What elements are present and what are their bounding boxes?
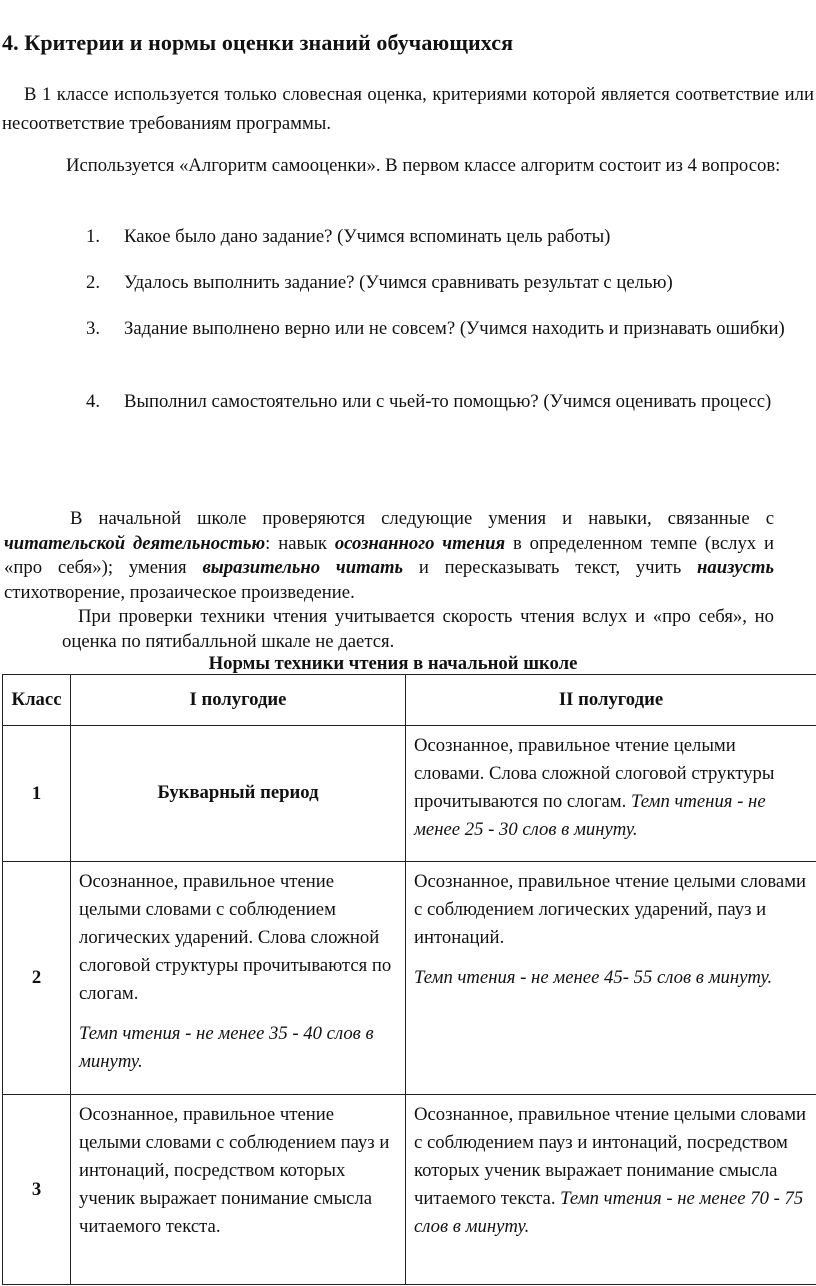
list-text: Удалось выполнить задание? (Учимся сравнивать результат с целью) xyxy=(124,272,673,293)
emphasis-run: осознанного чтения xyxy=(334,532,506,554)
paragraph-verbal-assessment: В 1 классе используется только словесная оценка, критериями которой является соответствие или несоответствие требованиям программы. xyxy=(2,84,814,134)
list-text: Задание выполнено верно или не совсем? (Учимся находить и признавать ошибки) xyxy=(124,318,785,339)
paragraph-reading-speed: При проверки техники чтения учитывается скорость чтения вслух и «про себя», но оценка по пятибалльной шкале не дается. xyxy=(62,606,774,652)
grade-cell: 1 xyxy=(3,726,71,862)
list-number: 2. xyxy=(85,272,100,293)
paragraph-reading-skills xyxy=(4,507,774,605)
list-number: 4. xyxy=(85,391,100,412)
text-run: : навык xyxy=(265,532,335,554)
list-item xyxy=(62,269,814,297)
list-item xyxy=(62,223,814,251)
text-run: стихотворение, прозаическое произведение. xyxy=(4,581,355,603)
norm-text: Осознанное, правильное чтение целыми словами с соблюдением пауз и интонаций, посредством которых ученик выражает понимание смысла читаемого текста. xyxy=(414,1104,807,1209)
table-row xyxy=(3,862,816,1095)
second-half-cell xyxy=(406,862,816,1095)
emphasis-run: читательской деятельностью xyxy=(4,532,266,554)
list-item xyxy=(62,388,814,416)
grade-cell: 2 xyxy=(3,862,71,1095)
table-row xyxy=(3,726,816,862)
reading-norms-table xyxy=(2,674,816,1285)
norm-text: Осознанное, правильное чтение целыми словами. Слова сложной слоговой структуры прочитываются по слогам. xyxy=(414,735,775,812)
paragraph-self-assessment: Используется «Алгоритм самооценки». В первом классе алгоритм состоит из 4 вопросов: xyxy=(66,155,781,176)
first-half-cell xyxy=(71,862,406,1095)
tempo-text: Темп чтения - не менее 35 - 40 слов в минуту. xyxy=(79,1023,374,1072)
first-half-cell: Осознанное, правильное чтение целыми словами с соблюдением пауз и интонаций, посредством которых ученик выражает понимание смысла читаемого текста. xyxy=(71,1095,406,1285)
list-item xyxy=(62,315,814,343)
tempo-text: Темп чтения - не менее 45- 55 слов в минуту. xyxy=(414,967,773,988)
list-number: 3. xyxy=(85,318,100,339)
second-half-cell xyxy=(406,726,816,862)
list-text: Какое было дано задание? (Учимся вспоминать цель работы) xyxy=(124,226,611,247)
emphasis-run: наизусть xyxy=(697,557,774,578)
tempo-text: Темп чтения - не менее 70 - 75 слов в минуту. xyxy=(414,1188,804,1237)
tempo-text: Темп чтения - не менее 25 - 30 слов в минуту. xyxy=(414,791,766,840)
table-title: Нормы техники чтения в начальной школе xyxy=(208,653,578,674)
first-half-cell: Букварный период xyxy=(71,726,406,862)
header-second-half: II полугодие xyxy=(406,675,816,726)
text-run: В начальной школе проверяются следующие умения и навыки, связанные с xyxy=(70,508,774,529)
section-heading: 4. Критерии и нормы оценки знаний обучающихся xyxy=(2,30,514,55)
list-number: 1. xyxy=(85,226,100,247)
header-first-half: I полугодие xyxy=(71,675,406,726)
list-text: Выполнил самостоятельно или с чьей-то помощью? (Учимся оценивать процесс) xyxy=(124,391,772,412)
norm-text: Осознанное, правильное чтение целыми словами с соблюдением логических ударений. Слова сложной слоговой структуры прочитываются по слогам. xyxy=(79,871,392,1004)
table-row xyxy=(3,1095,816,1285)
text-run: в определенном темпе (вслух и «про себя»); умения xyxy=(4,532,775,578)
emphasis-run: выразительно читать xyxy=(202,557,404,578)
text-run: и пересказывать текст, учить xyxy=(403,557,698,578)
header-grade: Класс xyxy=(3,675,71,726)
grade-cell: 3 xyxy=(3,1095,71,1285)
norm-text: Осознанное, правильное чтение целыми словами с соблюдением логических ударений, пауз и интонаций. xyxy=(414,871,807,948)
table-header-row xyxy=(3,675,816,726)
second-half-cell xyxy=(406,1095,816,1285)
